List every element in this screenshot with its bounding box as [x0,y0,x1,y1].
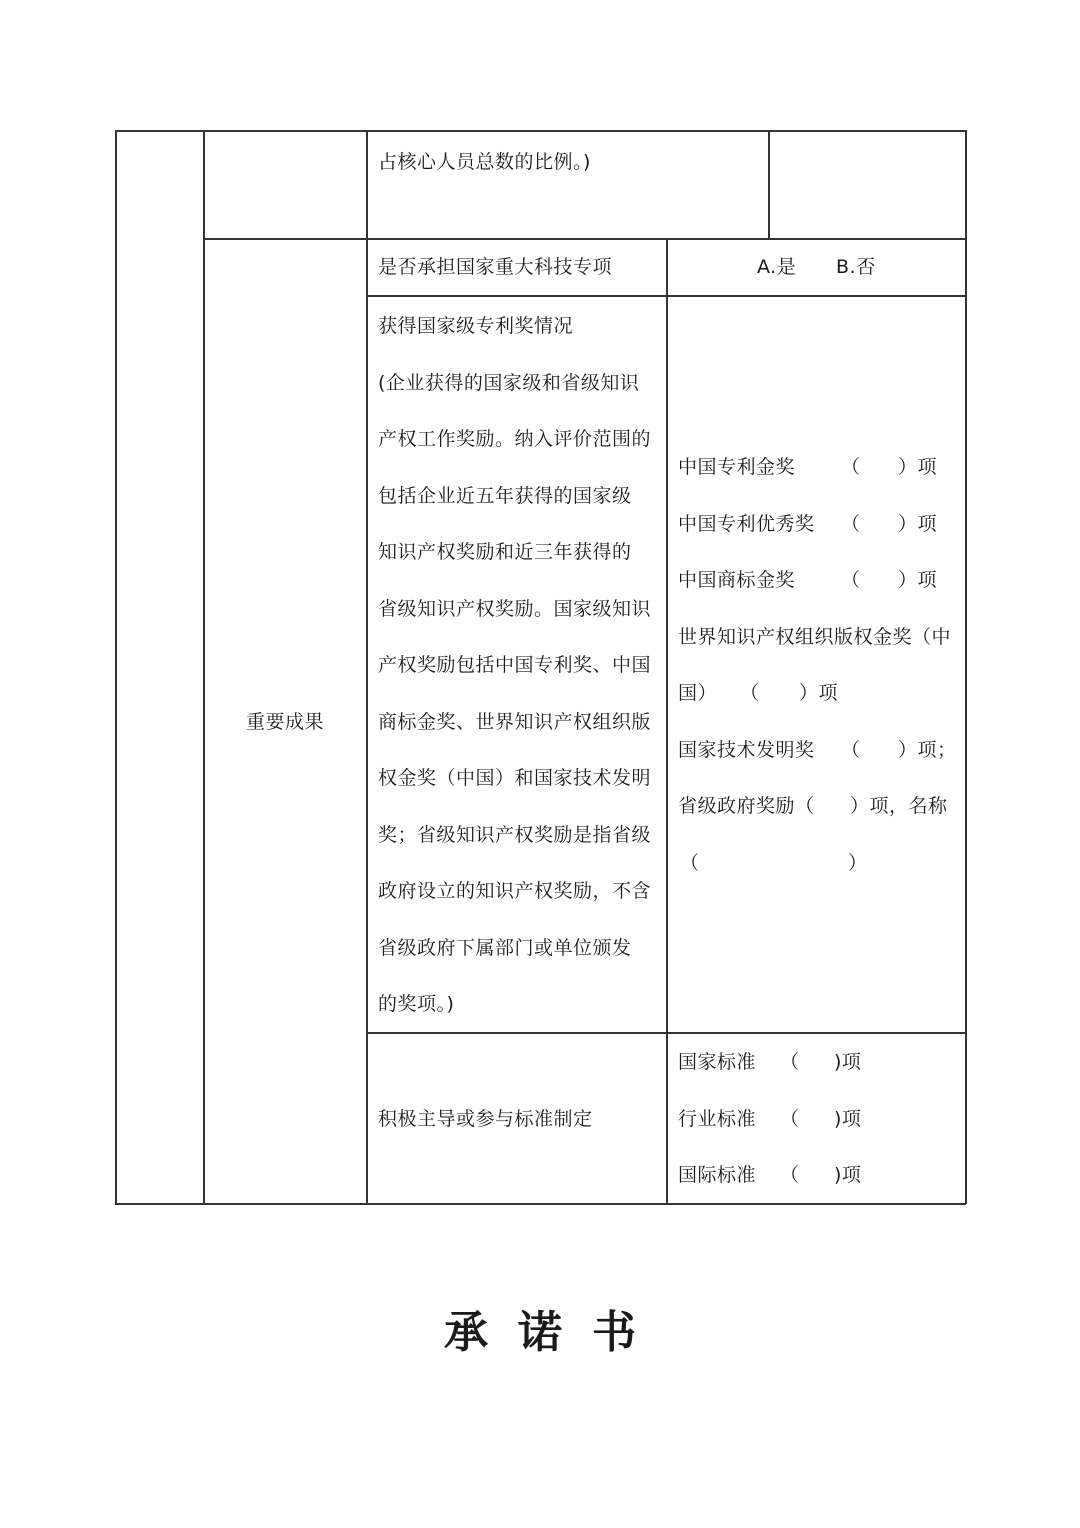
answer-paren-open: （ [841,739,861,761]
answer-label: 中国商标金奖 [678,569,796,591]
standard-label: 国际标准 [678,1164,757,1186]
question-line: 商标金奖、世界知识产权组织版 [378,711,652,733]
question-line: 产权工作奖励。纳入评价范围的 [378,428,652,450]
question-line: 获得国家级专利奖情况 [378,315,574,337]
section-label: 重要成果 [246,711,325,733]
answer-paren-open: （ [841,456,861,478]
standards-question: 积极主导或参与标准制定 [378,1108,593,1130]
table-right-border [965,130,967,1204]
table-bottom-border [115,1203,966,1205]
question-line: 省级知识产权奖励。国家级知识 [378,598,652,620]
column-divider [203,130,205,1204]
answer-paren-close: ）项； [898,739,957,761]
commitment-title: 承诺书 [444,1307,666,1358]
core-staff-note: 占核心人员总数的比例。) [378,151,591,173]
answer-paren-close: ） [848,852,868,874]
question-line: 的奖项。) [378,993,455,1015]
question-line: 政府设立的知识产权奖励，不含 [378,880,652,902]
answer-label: 中国专利优秀奖 [678,513,815,535]
answer-provincial-close: ）项，名称 [850,795,948,817]
table-left-border [115,130,117,1204]
answer-paren-open: （ [841,569,861,591]
answer-label: 中国专利金奖 [678,456,796,478]
standard-paren-open: （ [780,1108,800,1130]
option-no: B.否 [836,256,876,278]
column-divider [366,130,368,1204]
major-project-question: 是否承担国家重大科技专项 [378,256,613,278]
column-divider [666,238,668,1204]
column-divider [768,130,770,238]
answer-paren-open: （ [841,513,861,535]
question-line: 包括企业近五年获得的国家级 [378,485,632,507]
standard-paren-close: )项 [834,1108,862,1130]
answer-wipo-line: 世界知识产权组织版权金奖（中 [678,626,952,648]
answer-paren-close: ）项 [799,682,839,704]
question-line: 奖；省级知识产权奖励是指省级 [378,824,652,846]
question-line: 知识产权奖励和近三年获得的 [378,541,632,563]
answer-wipo-country: 国） [678,682,718,704]
answer-paren-open: （ [680,852,700,874]
standard-paren-open: （ [780,1051,800,1073]
question-line: (企业获得的国家级和省级知识 [378,372,640,394]
question-line: 省级政府下属部门或单位颁发 [378,937,632,959]
standard-paren-close: )项 [834,1164,862,1186]
answer-paren-close: ）项 [898,456,938,478]
standard-label: 国家标准 [678,1051,757,1073]
answer-label: 国家技术发明奖 [678,739,815,761]
standard-paren-close: )项 [834,1051,862,1073]
standard-paren-open: （ [780,1164,800,1186]
answer-paren-close: ）项 [898,569,938,591]
question-line: 产权奖励包括中国专利奖、中国 [378,654,652,676]
standard-label: 行业标准 [678,1108,757,1130]
answer-paren-open: （ [740,682,760,704]
question-line: 权金奖（中国）和国家技术发明 [378,767,652,789]
answer-provincial: 省级政府奖励（ [678,795,815,817]
option-yes: A.是 [757,256,797,278]
row-divider [203,238,966,240]
answer-paren-close: ）项 [898,513,938,535]
table-top-border [115,130,966,132]
